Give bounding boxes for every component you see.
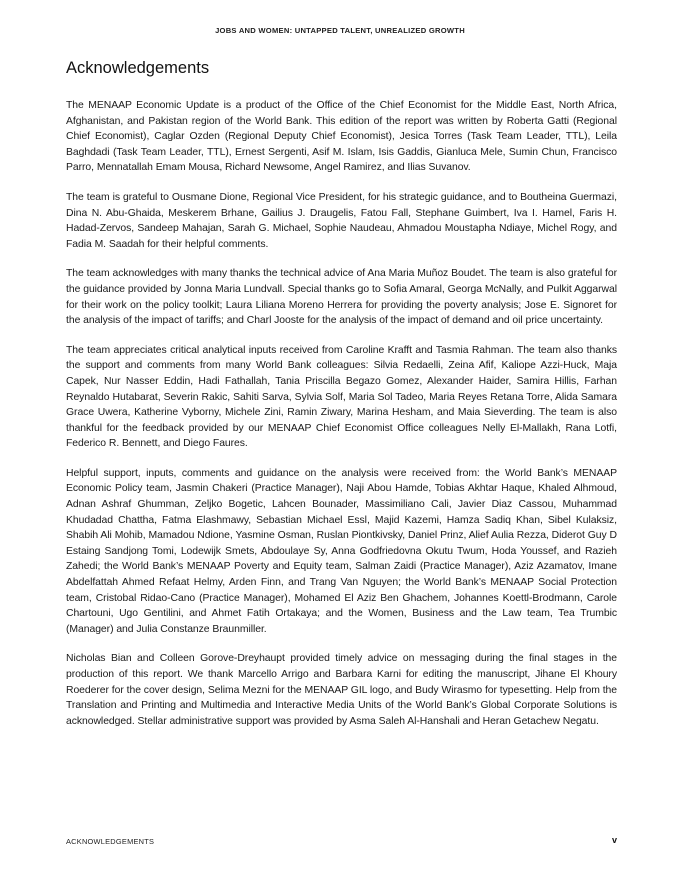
running-footer: ACKNOWLEDGEMENTS: [66, 837, 155, 846]
paragraph-analytical-inputs: The team appreciates critical analytical inputs received from Caroline Krafft and Tasmia Rahman. The team also thanks the support and comments from many World Bank colleagues: Silvia Redaelli, Zeina Afif, Kaliope Azzi-Huck, Maja Capek, Nur Nasser Eddin, Hadi Fathallah, Tania Priscilla Begazo Gomez, Alexander Haider, Samira Hillis, Farhan Reynaldo Hutabarat, Severin Rakic, Sahiti Sarva, Sylvia Solf, Maria Sol Tadeo, Maria Reyes Retana Torre, Alida Samara Grace Uwera, Katherine Vyborny, Michele Zini, Ramin Ziwary, Marina Hesham, and Maia Sieverding. The team is also thankful for the feedback provided by our MENAAP Chief Economist Office colleagues Nelly El-Mallakh, Rana Lotfi, Federico R. Bennett, and Diego Faures.: [66, 344, 617, 450]
body-text: [66, 98, 617, 743]
paragraph-authors: The MENAAP Economic Update is a product of the Office of the Chief Economist for the Middle East, North Africa, Afghanistan, and Pakistan region of the World Bank. This edition of the report was written by Roberta Gatti (Regional Chief Economist), Caglar Ozden (Regional Deputy Chief Economist), Jesica Torres (Task Team Leader, TTL), Leila Baghdadi (Task Team Leader, TTL), Ernest Sergenti, Asif M. Islam, Isis Gaddis, Gianluca Mele, Sumin Chun, Francisco Parro, Mennatallah Emam Mousa, Richard Newsome, Angel Ramirez, and Ilias Suvanov.: [66, 100, 617, 174]
paragraph-support-teams: Helpful support, inputs, comments and guidance on the analysis were received from: the World Bank’s MENAAP Economic Policy team, Jasmin Chakeri (Practice Manager), Naji Abou Hamde, Tobias Akhtar Haque, Khaled Alhmoud, Adnan Ashraf Ghumman, Zeljko Bogetic, Lahcen Bounader, Massimiliano Cali, Javier Diaz Cassou, Muhammad Khudadad Chattha, Fatma Elashmawy, Sebastian Michael Essl, Majid Kazemi, Hamza Sadiq Khan, Sibel Kulaksiz, Shabih Ali Mohib, Mamadou Ndione, Yasmine Osman, Ruslan Piontkivsky, Daniel Prinz, Alief Aulia Rezza, Diderot Guy D Estaing Sandjong Tomi, Lodewijk Smets, Abdoulaye Sy, Anna Godfriedovna Okutu Twum, Hoda Youssef, and Razieh Zahedi; the World Bank’s MENAAP Poverty and Equity team, Salman Zaidi (Practice Manager), Aziz Azamatov, Imane Abdelfattah Ahmed Refaat Helmy, Arden Finn, and Trang Van Nguyen; the World Bank’s MENAAP Social Protection team, Cristobal Ridao-Cano (Practice Manager), Mohamed El Aziz Ben Ghachem, Johannes Koettl-Brodmann, Carole Chartouni, Ugo Gentilini, and Ahmet Fatih Ortakaya; and the Women, Business and the Law team, Tea Trumbic (Manager) and Julia Constanze Braunmiller.: [66, 467, 617, 635]
paragraph-guidance: The team is grateful to Ousmane Dione, Regional Vice President, for his strategic guidance, and to Boutheina Guermazi, Dina N. Abu-Ghaida, Meskerem Brhane, Gailius J. Draugelis, Fatou Fall, Stephane Guimbert, Iva I. Hamel, Faris H. Hadad-Zervos, Sandeep Mahajan, Sarah G. Michael, Sophie Naudeau, Ahmadou Moustapha Ndiaye, Michel Rogy, and Fadia M. Saadah for their helpful comments.: [66, 191, 617, 250]
paragraph-technical-advice: The team acknowledges with many thanks the technical advice of Ana Maria Muñoz Boudet. The team is also grateful for the guidance provided by Jonna Maria Lundvall. Special thanks go to Sofia Amaral, Georga McNally, and Pulkit Aggarwal for their work on the policy toolkit; Laura Liliana Moreno Herrera for providing the poverty analysis; Jose E. Signoret for the analysis of the impact of tariffs; and Charl Jooste for the analysis of the impact of demand and oil price uncertainty.: [66, 268, 617, 327]
page-title: Acknowledgements: [66, 59, 210, 77]
running-header: JOBS AND WOMEN: UNTAPPED TALENT, UNREALIZED GROWTH: [215, 26, 465, 35]
paragraph-production: Nicholas Bian and Colleen Gorove-Dreyhaupt provided timely advice on messaging during the final stages in the production of this report. We thank Marcello Arrigo and Barbara Karni for editing the manuscript, Jihane El Khoury Roederer for the cover design, Selima Mezni for the MENAAP GIL logo, and Budy Wirasmo for typesetting. Help from the Translation and Printing and Multimedia and Interactive Media Units of the World Bank’s Global Corporate Solutions is acknowledged. Stellar administrative support was provided by Asma Saleh Al-Hanshali and Heran Getachew Negatu.: [66, 653, 617, 727]
page-number: v: [611, 835, 617, 845]
